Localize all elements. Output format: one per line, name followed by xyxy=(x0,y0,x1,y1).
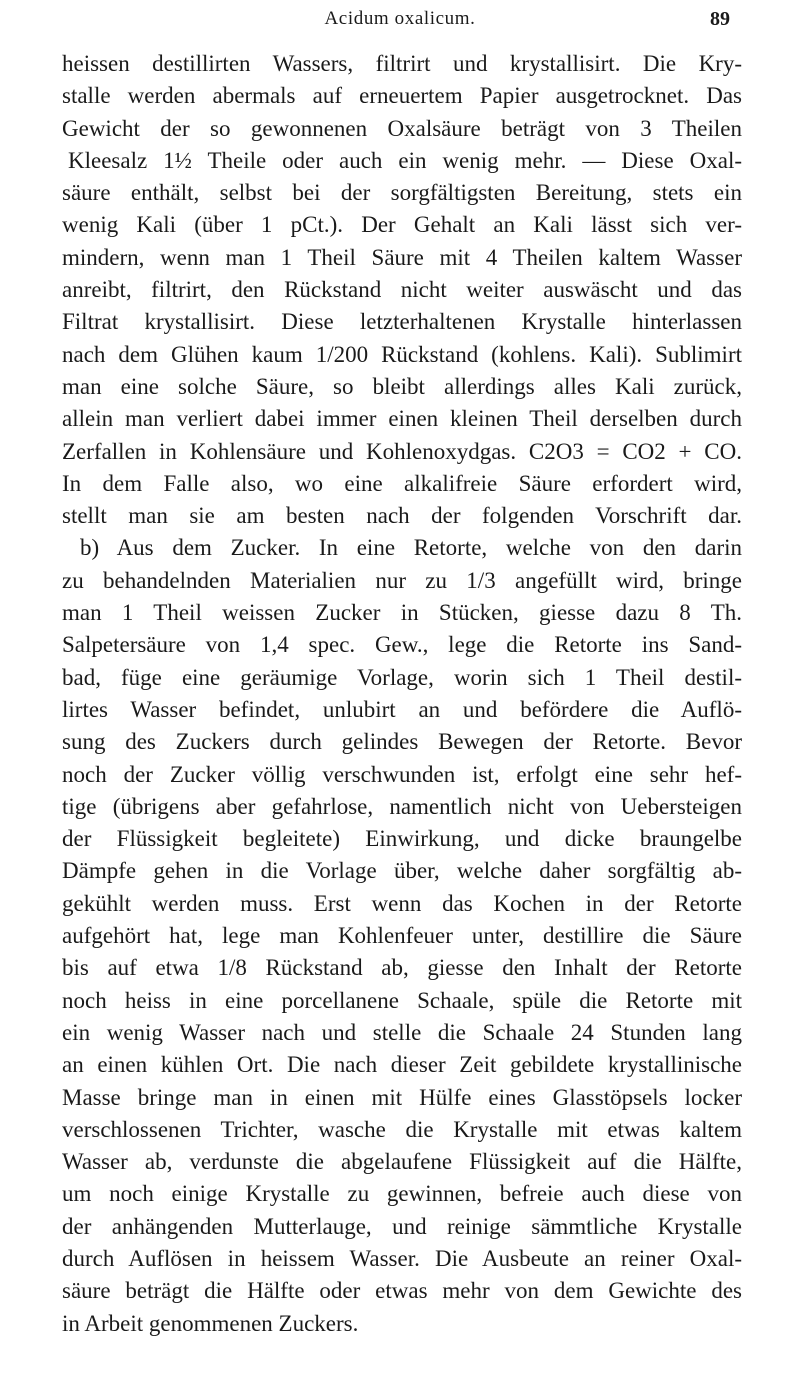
text-line: Masse bringe man in einen mit Hülfe eines Glasstöpsels locker xyxy=(62,1084,742,1110)
text-line: durch Auflösen in heissem Wasser. Die Ausbeute an reiner Oxal- xyxy=(62,1245,742,1271)
text-line: noch heiss in eine porcellanene Schaale, spüle die Retorte mit xyxy=(62,987,742,1013)
text-line: bis auf etwa 1/8 Rückstand ab, giesse den Inhalt der Retorte xyxy=(62,955,742,981)
text-line: säure enthält, selbst bei der sorgfältigsten Bereitung, stets ein xyxy=(62,180,742,206)
text-line: Gewicht der so gewonnenen Oxalsäure beträgt von 3 Theilen xyxy=(62,115,742,141)
text-line: Salpetersäure von 1,4 spec. Gew., lege die Retorte ins Sand- xyxy=(62,632,742,658)
text-line: man 1 Theil weissen Zucker in Stücken, giesse dazu 8 Th. xyxy=(62,600,742,626)
text-line: an einen kühlen Ort. Die nach dieser Zeit gebildete krystallinische xyxy=(62,1052,742,1078)
text-line: anreibt, filtrirt, den Rückstand nicht weiter auswäscht und das xyxy=(62,277,742,303)
text-line: Wasser ab, verdunste die abgelaufene Flüssigkeit auf die Hälfte, xyxy=(62,1149,742,1175)
text-line: aufgehört hat, lege man Kohlenfeuer unter, destillire die Säure xyxy=(62,923,742,949)
text-line: Dämpfe gehen in die Vorlage über, welche daher sorgfältig ab- xyxy=(62,858,742,884)
text-line: heissen destillirten Wassers, filtrirt und krystallisirt. Die Kry- xyxy=(62,51,742,76)
text-line: zu behandelnden Materialien nur zu 1/3 angefüllt wird, bringe xyxy=(62,567,742,593)
text-line: stalle werden abermals auf erneuertem Papier ausgetrocknet. Das xyxy=(62,83,742,109)
running-head xyxy=(0,6,800,36)
text-line: mindern, wenn man 1 Theil Säure mit 4 Theilen kaltem Wasser xyxy=(62,244,742,270)
text-line: tige (übrigens aber gefahrlose, namentlich nicht von Uebersteigen xyxy=(62,793,742,819)
text-line: verschlossenen Trichter, wasche die Krystalle mit etwas kaltem xyxy=(62,1116,742,1142)
text-line: nach dem Glühen kaum 1/200 Rückstand (kohlens. Kali). Sublimirt xyxy=(62,341,742,367)
text-line: In dem Falle also, wo eine alkalifreie Säure erfordert wird, xyxy=(62,470,742,496)
text-line: um noch einige Krystalle zu gewinnen, befreie auch diese von xyxy=(62,1181,742,1207)
text-line: Kleesalz 1½ Theile oder auch ein wenig mehr. — Diese Oxal- xyxy=(68,147,742,173)
body-text xyxy=(62,48,742,1340)
text-line-last: in Arbeit genommenen Zuckers. xyxy=(62,1310,359,1336)
text-line: allein man verliert dabei immer einen kleinen Theil derselben durch xyxy=(62,406,742,432)
text-line: wenig Kali (über 1 pCt.). Der Gehalt an Kali lässt sich ver- xyxy=(62,212,742,238)
text-line: noch der Zucker völlig verschwunden ist, erfolgt eine sehr hef- xyxy=(62,761,742,787)
text-line: ein wenig Wasser nach und stelle die Schaale 24 Stunden lang xyxy=(62,1019,742,1045)
text-line: Zerfallen in Kohlensäure und Kohlenoxydgas. C2O3 = CO2 + CO. xyxy=(62,438,742,464)
text-line: gekühlt werden muss. Erst wenn das Kochen in der Retorte xyxy=(62,890,742,916)
text-line: b) Aus dem Zucker. In eine Retorte, welche von den darin xyxy=(80,535,742,561)
text-line: stellt man sie am besten nach der folgenden Vorschrift dar. xyxy=(62,503,742,529)
running-title: Acidum oxalicum. xyxy=(324,8,476,29)
text-line: bad, füge eine geräumige Vorlage, worin sich 1 Theil destil- xyxy=(62,664,742,690)
page-number: 89 xyxy=(710,8,730,30)
text-line: sung des Zuckers durch gelindes Bewegen der Retorte. Bevor xyxy=(62,729,742,755)
text-line: man eine solche Säure, so bleibt allerdings alles Kali zurück, xyxy=(62,373,742,399)
text-line: der anhängenden Mutterlauge, und reinige sämmtliche Krystalle xyxy=(62,1213,742,1239)
text-line: der Flüssigkeit begleitete) Einwirkung, und dicke braungelbe xyxy=(62,826,742,852)
text-line: lirtes Wasser befindet, unlubirt an und befördere die Auflö- xyxy=(62,696,742,722)
text-line: säure beträgt die Hälfte oder etwas mehr von dem Gewichte des xyxy=(62,1278,742,1304)
text-line: Filtrat krystallisirt. Diese letzterhaltenen Krystalle hinterlassen xyxy=(62,309,742,335)
